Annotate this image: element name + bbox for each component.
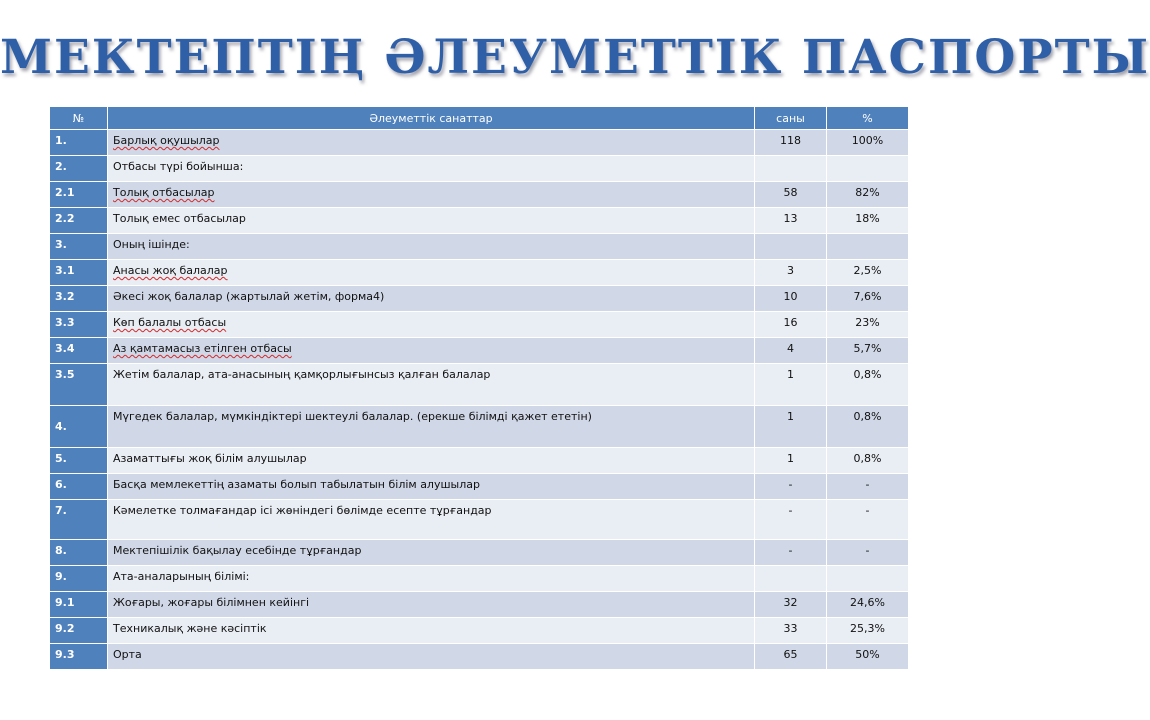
row-count: 1 (755, 364, 827, 406)
row-category: Толық отбасылар (108, 182, 755, 208)
row-percent: - (827, 540, 909, 566)
row-count: 118 (755, 130, 827, 156)
row-num: 2. (50, 156, 108, 182)
table-row (50, 364, 909, 406)
row-num: 6. (50, 474, 108, 500)
row-count: 1 (755, 406, 827, 448)
row-count: 3 (755, 260, 827, 286)
table-row (50, 406, 909, 448)
row-percent: 0,8% (827, 448, 909, 474)
row-percent: 24,6% (827, 592, 909, 618)
header-category: Әлеуметтік санаттар (108, 107, 755, 130)
row-percent: 5,7% (827, 338, 909, 364)
row-percent: 2,5% (827, 260, 909, 286)
row-category: Жоғары, жоғары білімнен кейінгі (108, 592, 755, 618)
table-row (50, 500, 909, 540)
row-count: - (755, 540, 827, 566)
row-percent (827, 234, 909, 260)
table-row (50, 540, 909, 566)
row-count: 1 (755, 448, 827, 474)
row-percent: 0,8% (827, 406, 909, 448)
row-num: 1. (50, 130, 108, 156)
row-category: Техникалық және кәсіптік (108, 618, 755, 644)
row-percent: 0,8% (827, 364, 909, 406)
row-num: 3.2 (50, 286, 108, 312)
row-category: Мүгедек балалар, мүмкіндіктері шектеулі балалар. (ерекше білімді қажет ететін) (108, 406, 755, 448)
row-num: 9.1 (50, 592, 108, 618)
row-count: 32 (755, 592, 827, 618)
row-num: 3.4 (50, 338, 108, 364)
page-title: МЕКТЕПТІҢ ӘЛЕУМЕТТІК ПАСПОРТЫ (0, 30, 1150, 85)
table-row (50, 260, 909, 286)
table-row (50, 208, 909, 234)
row-count (755, 566, 827, 592)
row-percent (827, 156, 909, 182)
row-num: 2.1 (50, 182, 108, 208)
row-percent: 100% (827, 130, 909, 156)
row-num: 3. (50, 234, 108, 260)
row-percent: 23% (827, 312, 909, 338)
row-count: 33 (755, 618, 827, 644)
table-row (50, 286, 909, 312)
row-num: 5. (50, 448, 108, 474)
table-row (50, 156, 909, 182)
row-category: Кәмелетке толмағандар ісі жөніндегі бөлімде есепте тұрғандар (108, 500, 755, 540)
row-category: Азаматтығы жоқ білім алушылар (108, 448, 755, 474)
table-row (50, 234, 909, 260)
row-count: 10 (755, 286, 827, 312)
table-row (50, 182, 909, 208)
row-count: 65 (755, 644, 827, 670)
row-count: - (755, 500, 827, 540)
row-count: 16 (755, 312, 827, 338)
row-count: - (755, 474, 827, 500)
header-num: № (50, 107, 108, 130)
row-num: 9.2 (50, 618, 108, 644)
header-percent: % (827, 107, 909, 130)
table-header-row (50, 107, 909, 130)
row-count (755, 156, 827, 182)
row-count: 4 (755, 338, 827, 364)
table-row (50, 474, 909, 500)
table-row (50, 644, 909, 670)
row-category: Басқа мемлекеттің азаматы болып табылатын білім алушылар (108, 474, 755, 500)
row-num: 4. (50, 406, 108, 448)
row-category: Барлық оқушылар (108, 130, 755, 156)
row-percent (827, 566, 909, 592)
row-category: Ата-аналарының білімі: (108, 566, 755, 592)
row-num: 9. (50, 566, 108, 592)
row-percent: 82% (827, 182, 909, 208)
row-category: Орта (108, 644, 755, 670)
row-num: 8. (50, 540, 108, 566)
header-count: саны (755, 107, 827, 130)
table-row (50, 448, 909, 474)
row-category: Отбасы түрі бойынша: (108, 156, 755, 182)
social-passport-table (49, 106, 909, 670)
row-category: Көп балалы отбасы (108, 312, 755, 338)
table-row (50, 618, 909, 644)
row-num: 3.5 (50, 364, 108, 406)
row-category: Жетім балалар, ата-анасының қамқорлығынсыз қалған балалар (108, 364, 755, 406)
row-category: Анасы жоқ балалар (108, 260, 755, 286)
row-percent: 18% (827, 208, 909, 234)
row-num: 3.3 (50, 312, 108, 338)
row-percent: - (827, 500, 909, 540)
row-count: 13 (755, 208, 827, 234)
row-category: Мектепішілік бақылау есебінде тұрғандар (108, 540, 755, 566)
table-row (50, 338, 909, 364)
row-num: 2.2 (50, 208, 108, 234)
row-category: Оның ішінде: (108, 234, 755, 260)
row-count: 58 (755, 182, 827, 208)
row-num: 3.1 (50, 260, 108, 286)
row-percent: 50% (827, 644, 909, 670)
table-row (50, 130, 909, 156)
row-percent: 7,6% (827, 286, 909, 312)
row-num: 9.3 (50, 644, 108, 670)
table-row (50, 592, 909, 618)
row-category: Толық емес отбасылар (108, 208, 755, 234)
row-num: 7. (50, 500, 108, 540)
row-category: Әкесі жоқ балалар (жартылай жетім, форма4) (108, 286, 755, 312)
row-percent: - (827, 474, 909, 500)
row-percent: 25,3% (827, 618, 909, 644)
row-count (755, 234, 827, 260)
row-category: Аз қамтамасыз етілген отбасы (108, 338, 755, 364)
table-row (50, 566, 909, 592)
table-row (50, 312, 909, 338)
